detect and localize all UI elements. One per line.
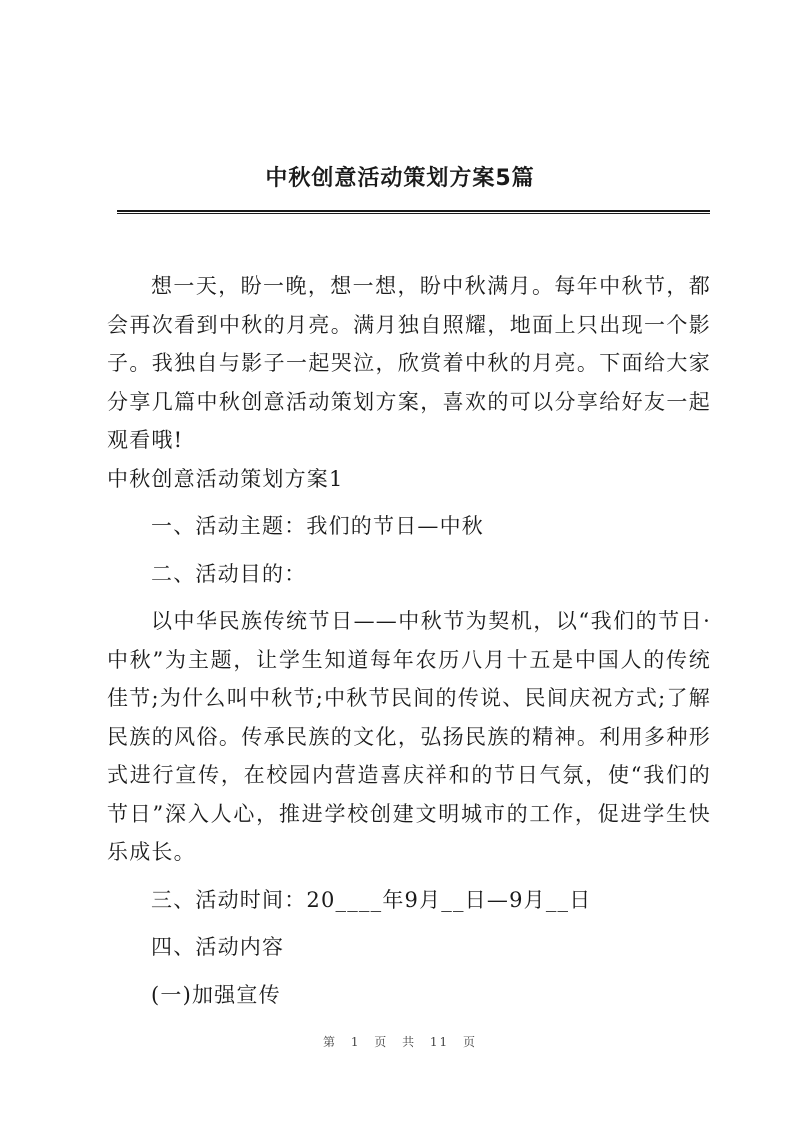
document-body: [107, 267, 711, 1014]
page-footer: 第 1 页 共 11 页: [323, 1035, 477, 1049]
purpose-paragraph: 以中华民族传统节日——中秋节为契机，以“我们的节日·中秋”为主题，让学生知道每年农历八月十五是中国人的传统佳节;为什么叫中秋节;中秋节民间的传说、民间庆祝方式;了解民族的风俗。传承民族的文化，弘扬民族的精神。利用多种形式进行宣传，在校园内营造喜庆祥和的节日气氛，使“我们的节日”深入人心，推进学校创建文明城市的工作，促进学生快乐成长。: [107, 609, 711, 864]
purpose-heading: 二、活动目的：: [151, 561, 307, 586]
activity-time: 三、活动时间：20____年9月__日—9月__日: [151, 887, 592, 912]
document-title: 中秋创意活动策划方案5篇: [265, 166, 535, 191]
activity-theme: 一、活动主题：我们的节日—中秋: [151, 514, 484, 538]
intro-paragraph: 想一天，盼一晚，想一想，盼中秋满月。每年中秋节，都会再次看到中秋的月亮。满月独自照耀，地面上只出现一个影子。我独自与影子一起哭泣，欣赏着中秋的月亮。下面给大家分享几篇中秋创意活动策划方案，喜欢的可以分享给好友一起观看哦!: [107, 274, 711, 452]
section-heading: 中秋创意活动策划方案1: [107, 466, 344, 491]
sub-item-publicity: (一)加强宣传: [151, 982, 281, 1007]
content-heading: 四、活动内容: [151, 935, 285, 959]
title-divider: [117, 210, 710, 214]
